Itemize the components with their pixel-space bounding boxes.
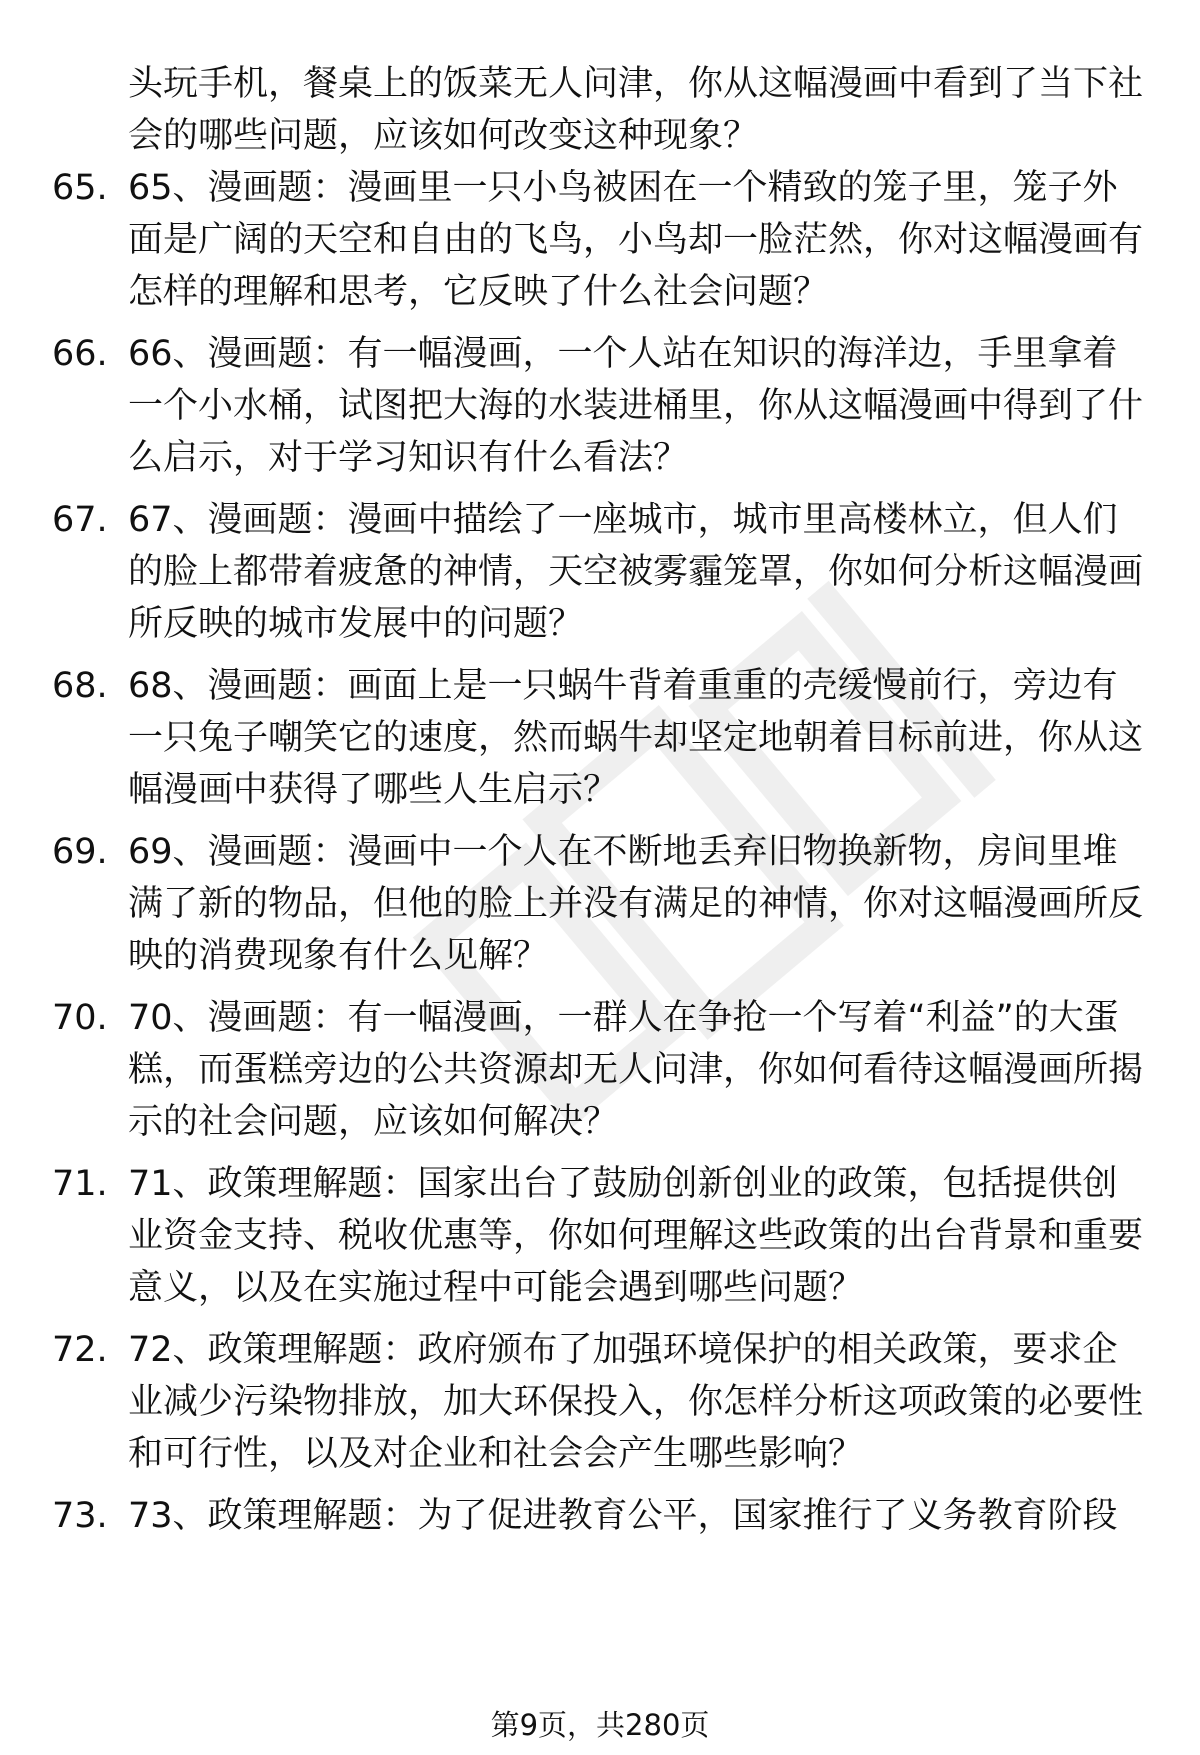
question-number: 69. <box>52 832 108 872</box>
question-text: 69、漫画题：漫画中一个人在不断地丢弃旧物换新物，房间里堆满了新的物品，但他的脸上并没有满足的神情，你对这幅漫画所反映的消费现象有什么见解？ <box>128 832 1144 976</box>
question-number: 66. <box>52 334 108 374</box>
question-number: 70. <box>52 998 108 1038</box>
question-text: 72、政策理解题：政府颁布了加强环境保护的相关政策，要求企业减少污染物排放，加大环保投入，你怎样分析这项政策的必要性和可行性，以及对企业和社会会产生哪些影响？ <box>128 1330 1144 1474</box>
question-item <box>52 1490 1148 1542</box>
question-item <box>52 328 1148 484</box>
question-item <box>52 1324 1148 1480</box>
question-number: 65. <box>52 168 108 208</box>
question-item <box>52 162 1148 318</box>
question-number: 73. <box>52 1496 108 1536</box>
question-number: 72. <box>52 1330 108 1370</box>
question-item <box>52 494 1148 650</box>
question-text: 73、政策理解题：为了促进教育公平，国家推行了义务教育阶段 <box>128 1496 1118 1536</box>
question-text: 71、政策理解题：国家出台了鼓励创新创业的政策，包括提供创业资金支持、税收优惠等，你如何理解这些政策的出台背景和重要意义，以及在实施过程中可能会遇到哪些问题？ <box>128 1164 1144 1308</box>
page-footer: 第9页，共280页 <box>490 1708 710 1742</box>
question-text: 67、漫画题：漫画中描绘了一座城市，城市里高楼林立，但人们的脸上都带着疲惫的神情，天空被雾霾笼罩，你如何分析这幅漫画所反映的城市发展中的问题？ <box>128 500 1144 644</box>
question-number: 68. <box>52 666 108 706</box>
question-text: 66、漫画题：有一幅漫画，一个人站在知识的海洋边，手里拿着一个小水桶，试图把大海的水装进桶里，你从这幅漫画中得到了什么启示，对于学习知识有什么看法？ <box>128 334 1144 478</box>
question-text: 68、漫画题：画面上是一只蜗牛背着重重的壳缓慢前行，旁边有一只兔子嘲笑它的速度，然而蜗牛却坚定地朝着目标前进，你从这幅漫画中获得了哪些人生启示？ <box>128 666 1144 810</box>
question-number: 67. <box>52 500 108 540</box>
question-text: 65、漫画题：漫画里一只小鸟被困在一个精致的笼子里，笼子外面是广阔的天空和自由的飞鸟，小鸟却一脸茫然，你对这幅漫画有怎样的理解和思考，它反映了什么社会问题？ <box>128 168 1144 312</box>
question-text: 70、漫画题：有一幅漫画，一群人在争抢一个写着“利益”的大蛋糕，而蛋糕旁边的公共资源却无人问津，你如何看待这幅漫画所揭示的社会问题，应该如何解决？ <box>128 998 1144 1142</box>
question-number: 71. <box>52 1164 108 1204</box>
question-item <box>52 992 1148 1148</box>
question-item <box>52 1158 1148 1314</box>
question-item <box>52 660 1148 816</box>
question-item <box>52 826 1148 982</box>
continued-question-text: 头玩手机，餐桌上的饭菜无人问津，你从这幅漫画中看到了当下社会的哪些问题，应该如何改变这种现象？ <box>128 64 1144 156</box>
